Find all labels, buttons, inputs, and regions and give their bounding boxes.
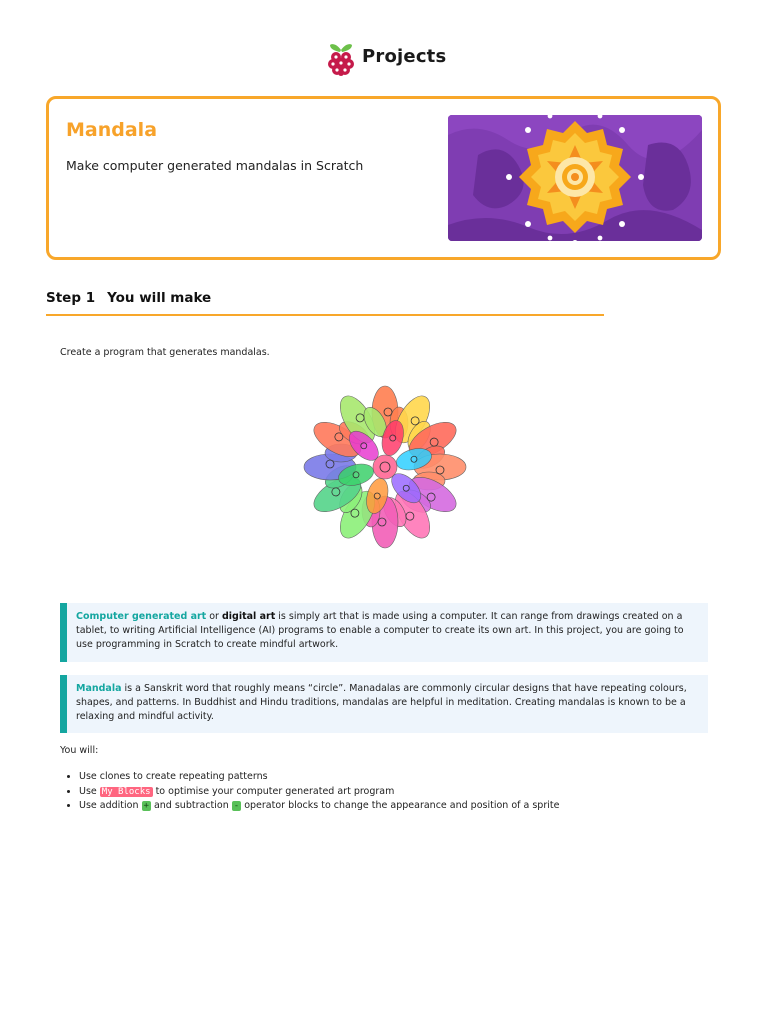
project-card (46, 96, 721, 260)
term-digital-art: digital art (221, 611, 276, 622)
step-title: You will make (107, 290, 212, 306)
step-intro: Create a program that generates mandalas. (60, 347, 270, 358)
objectives-list (60, 770, 559, 814)
site-header (0, 40, 768, 80)
callout-text: is simply art that is made using a computer. It can range from drawings created on a tablet, to writing Artificial Intelligence (AI) programs to enable a computer to create its own art. In this project, you are going to use programming in Scratch to create mindful artwork. (76, 611, 684, 650)
mandala-hero-image (448, 115, 702, 241)
callout-text: is a Sanskrit word that roughly means “circle”. Manadalas are commonly circular designs that have repeating colours, shapes, and patterns. In Buddhist and Hindu traditions, mandalas are helpful in meditation. Creating mandalas is known to be a relaxing and mindful activity. (76, 683, 687, 722)
raspberry-pi-logo[interactable] (327, 42, 355, 76)
my-blocks-code: My Blocks (101, 786, 151, 797)
list-item: • Use addition + and subtraction - operator blocks to change the appearance and position of a sprite (79, 799, 559, 814)
callout-computer-art (60, 603, 708, 662)
site-title[interactable]: Projects (362, 46, 447, 67)
step-number: Step 1 (46, 290, 96, 306)
callout-join: or (206, 611, 222, 622)
term-mandala: Mandala (76, 683, 122, 694)
list-item: • Use My Blocks to optimise your computer generated art program (79, 785, 559, 800)
step-heading (46, 290, 211, 306)
subtraction-operator-code: - (233, 801, 240, 811)
term-computer-generated-art: Computer generated art (76, 611, 207, 622)
list-item: • Use clones to create repeating patterns (79, 770, 559, 785)
project-title: Mandala (66, 119, 158, 141)
you-will-label: You will: (60, 745, 99, 756)
addition-operator-code: + (143, 801, 149, 811)
butterfly-mandala-image (298, 380, 473, 555)
project-description: Make computer generated mandalas in Scratch (66, 158, 364, 173)
callout-mandala (60, 675, 708, 733)
step-divider (46, 314, 604, 316)
